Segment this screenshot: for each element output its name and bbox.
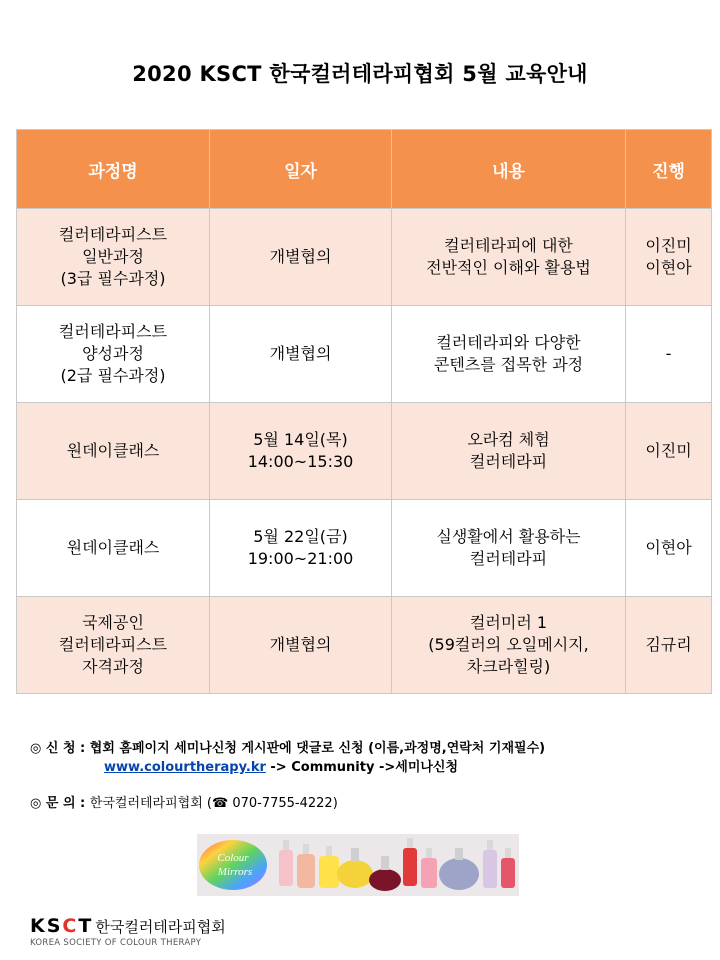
header-course: 과정명 xyxy=(17,130,210,209)
inquiry-label: ◎ 문 의 : xyxy=(30,796,90,811)
inquiry-phone: (☎ 070-7755-4222) xyxy=(202,796,338,811)
logo-letter-s: S xyxy=(46,915,63,937)
colour-mirrors-banner xyxy=(197,834,519,896)
header-content: 내용 xyxy=(392,130,626,209)
table-row xyxy=(17,209,712,306)
logo-text-line1: Colour xyxy=(217,852,249,864)
date-cell: 5월 14일(목) 14:00~15:30 xyxy=(210,403,392,500)
logo-wordmark xyxy=(30,915,226,937)
table-header-row xyxy=(17,130,712,209)
bottles-illustration xyxy=(197,834,519,896)
course-cell: 컬러테라피스트 양성과정 (2급 필수과정) xyxy=(17,306,210,403)
lead-cell: 이진미 이현아 xyxy=(626,209,712,306)
date-cell: 5월 22일(금) 19:00~21:00 xyxy=(210,500,392,597)
apply-path: -> Community ->세미나신청 xyxy=(265,760,459,775)
logo-letter-k: K xyxy=(30,915,47,937)
content-cell: 오라컴 체험 컬러테라피 xyxy=(392,403,626,500)
lead-cell: 이현아 xyxy=(626,500,712,597)
logo-english-name: KOREA SOCIETY OF COLOUR THERAPY xyxy=(30,938,202,948)
page-title: 2020 KSCT 한국컬러테라피협회 5월 교육안내 xyxy=(132,62,588,86)
lead-cell: 이진미 xyxy=(626,403,712,500)
schedule-table xyxy=(16,129,712,694)
apply-info xyxy=(30,737,545,756)
inquiry-info xyxy=(30,792,338,811)
date-cell: 개별협의 xyxy=(210,597,392,694)
course-cell: 원데이클래스 xyxy=(17,500,210,597)
table-row xyxy=(17,403,712,500)
lead-cell: 김규리 xyxy=(626,597,712,694)
content-cell: 컬러테라피와 다양한 콘텐츠를 접목한 과정 xyxy=(392,306,626,403)
lead-cell: - xyxy=(626,306,712,403)
apply-text: 협회 홈페이지 세미나신청 게시판에 댓글로 신청 (이름,과정명,연락처 기재필수) xyxy=(89,741,546,756)
date-cell: 개별협의 xyxy=(210,209,392,306)
table-row xyxy=(17,597,712,694)
colour-mirrors-logo xyxy=(199,840,267,890)
apply-link-line xyxy=(104,756,458,775)
content-cell: 실생활에서 활용하는 컬러테라피 xyxy=(392,500,626,597)
ksct-logo xyxy=(30,915,226,948)
logo-letter-t: T xyxy=(78,915,94,937)
header-date: 일자 xyxy=(210,130,392,209)
course-cell: 국제공인 컬러테라피스트 자격과정 xyxy=(17,597,210,694)
course-cell: 컬러테라피스트 일반과정 (3급 필수과정) xyxy=(17,209,210,306)
table-row xyxy=(17,500,712,597)
header-lead: 진행 xyxy=(626,130,712,209)
content-cell: 컬러테라피에 대한 전반적인 이해와 활용법 xyxy=(392,209,626,306)
logo-korean-name: 한국컬러테라피협회 xyxy=(95,918,226,936)
date-cell: 개별협의 xyxy=(210,306,392,403)
inquiry-org: 한국컬러테라피협회 xyxy=(89,796,203,811)
website-link[interactable]: www.colourtherapy.kr xyxy=(104,760,266,775)
logo-text-line2: Mirrors xyxy=(217,866,253,878)
table-row xyxy=(17,306,712,403)
course-cell: 원데이클래스 xyxy=(17,403,210,500)
logo-letter-c: C xyxy=(62,915,79,937)
content-cell: 컬러미러 1 (59컬러의 오일메시지, 차크라힐링) xyxy=(392,597,626,694)
apply-label: ◎ 신 청 : xyxy=(30,741,90,756)
